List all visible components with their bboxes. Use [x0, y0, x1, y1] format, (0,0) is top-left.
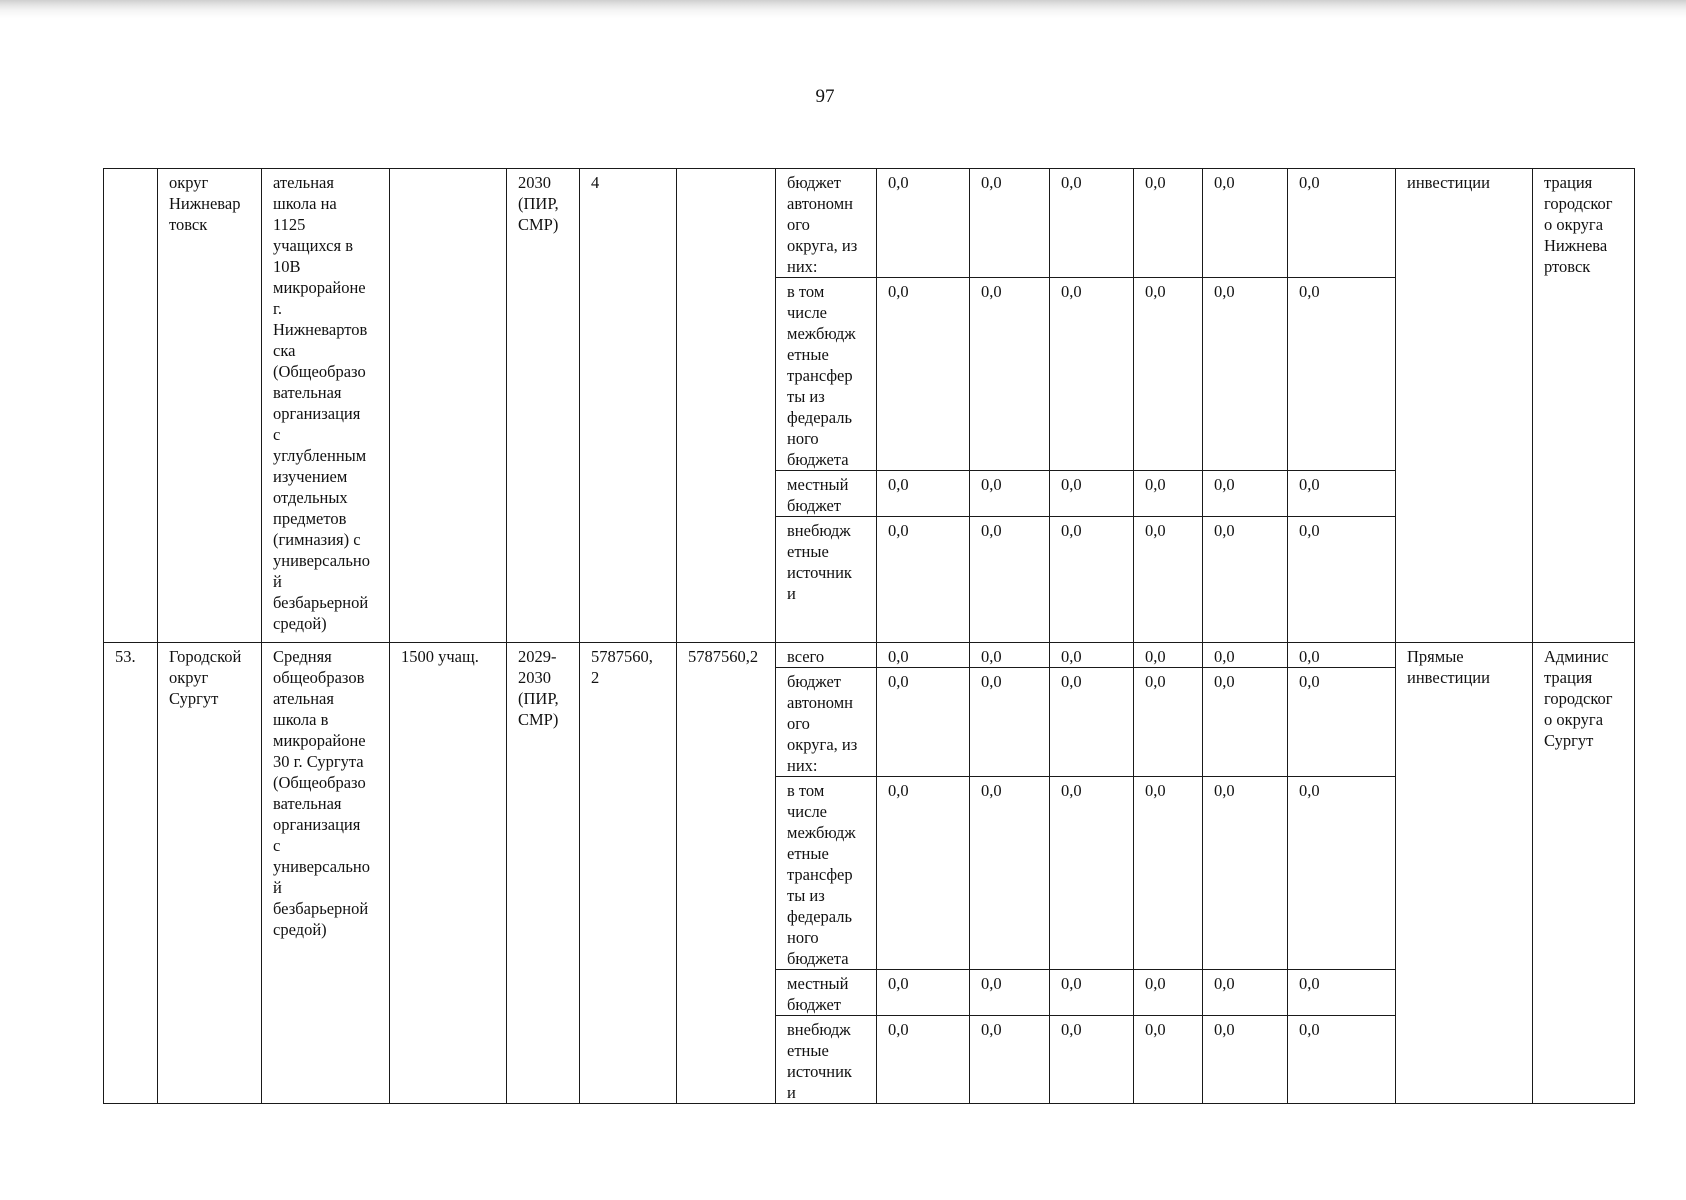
district-cell: округ Нижневар товск	[158, 169, 262, 643]
remaining-cost-cell	[677, 169, 776, 643]
remaining-cost-cell: 5787560,2	[677, 643, 776, 1104]
value-cell: 0,0	[877, 1016, 970, 1104]
value-cell: 0,0	[1288, 169, 1396, 278]
value-cell: 0,0	[1288, 517, 1396, 643]
value-cell: 0,0	[1050, 970, 1134, 1016]
value-cell: 0,0	[970, 970, 1050, 1016]
value-cell: 0,0	[970, 278, 1050, 471]
funding-source-cell: в том числе межбюдж етные трансфер ты из федераль ного бюджета	[776, 777, 877, 970]
value-cell: 0,0	[1203, 668, 1288, 777]
value-cell: 0,0	[1050, 643, 1134, 668]
district-cell: Городской округ Сургут	[158, 643, 262, 1104]
value-cell: 0,0	[1288, 777, 1396, 970]
funding-source-cell: внебюдж етные источник и	[776, 1016, 877, 1104]
capacity-cell: 1500 учащ.	[390, 643, 507, 1104]
page-number: 97	[815, 86, 835, 107]
value-cell: 0,0	[877, 777, 970, 970]
value-cell: 0,0	[877, 471, 970, 517]
value-cell: 0,0	[1050, 1016, 1134, 1104]
table-row	[104, 169, 1635, 278]
value-cell: 0,0	[1134, 643, 1203, 668]
object-name-cell: ательная школа на 1125 учащихся в 10В микрорайоне г. Нижневартов ска (Общеобразо вательная организация с углубленным изучением отдельных предметов (гимназия) с универсально й безбарьерной средой)	[262, 169, 390, 643]
investment-type-cell: инвестиции	[1396, 169, 1533, 643]
funding-source-cell: местный бюджет	[776, 970, 877, 1016]
value-cell: 0,0	[1203, 1016, 1288, 1104]
funding-source-cell: бюджет автономн ого округа, из них:	[776, 169, 877, 278]
value-cell: 0,0	[1203, 278, 1288, 471]
value-cell: 0,0	[1134, 471, 1203, 517]
investment-table	[103, 168, 1635, 1104]
value-cell: 0,0	[970, 471, 1050, 517]
capacity-cell	[390, 169, 507, 643]
value-cell: 0,0	[1134, 169, 1203, 278]
customer-cell: Админис трация городског о округа Сургут	[1533, 643, 1635, 1104]
investment-type-cell: Прямые инвестиции	[1396, 643, 1533, 1104]
value-cell: 0,0	[1134, 970, 1203, 1016]
value-cell: 0,0	[970, 777, 1050, 970]
funding-source-cell: внебюдж етные источник и	[776, 517, 877, 643]
value-cell: 0,0	[1288, 970, 1396, 1016]
value-cell: 0,0	[1288, 1016, 1396, 1104]
value-cell: 0,0	[970, 169, 1050, 278]
total-cost-cell: 4	[580, 169, 677, 643]
value-cell: 0,0	[1050, 668, 1134, 777]
object-name-cell: Средняя общеобразов ательная школа в микрорайоне 30 г. Сургута (Общеобразо вательная организация с универсально й безбарьерной средой)	[262, 643, 390, 1104]
value-cell: 0,0	[877, 643, 970, 668]
funding-source-cell: в том числе межбюдж етные трансфер ты из федераль ного бюджета	[776, 278, 877, 471]
value-cell: 0,0	[1134, 278, 1203, 471]
value-cell: 0,0	[1134, 777, 1203, 970]
funding-source-cell: всего	[776, 643, 877, 668]
value-cell: 0,0	[1203, 517, 1288, 643]
value-cell: 0,0	[1203, 169, 1288, 278]
scan-edge	[0, 0, 1686, 18]
value-cell: 0,0	[1288, 278, 1396, 471]
value-cell: 0,0	[1203, 970, 1288, 1016]
value-cell: 0,0	[1203, 471, 1288, 517]
value-cell: 0,0	[1288, 668, 1396, 777]
table-row	[104, 643, 1635, 668]
funding-source-cell: местный бюджет	[776, 471, 877, 517]
value-cell: 0,0	[877, 668, 970, 777]
value-cell: 0,0	[877, 517, 970, 643]
customer-cell: трация городског о округа Нижнева ртовск	[1533, 169, 1635, 643]
value-cell: 0,0	[1203, 777, 1288, 970]
value-cell: 0,0	[1050, 169, 1134, 278]
value-cell: 0,0	[1288, 471, 1396, 517]
value-cell: 0,0	[1050, 278, 1134, 471]
value-cell: 0,0	[1050, 517, 1134, 643]
value-cell: 0,0	[877, 970, 970, 1016]
row-number-cell	[104, 169, 158, 643]
value-cell: 0,0	[970, 517, 1050, 643]
value-cell: 0,0	[1134, 517, 1203, 643]
value-cell: 0,0	[1050, 777, 1134, 970]
funding-source-cell: бюджет автономн ого округа, из них:	[776, 668, 877, 777]
value-cell: 0,0	[970, 1016, 1050, 1104]
value-cell: 0,0	[1134, 668, 1203, 777]
value-cell: 0,0	[1203, 643, 1288, 668]
total-cost-cell: 5787560, 2	[580, 643, 677, 1104]
value-cell: 0,0	[877, 169, 970, 278]
row-number-cell: 53.	[104, 643, 158, 1104]
period-cell: 2030 (ПИР, СМР)	[507, 169, 580, 643]
period-cell: 2029- 2030 (ПИР, СМР)	[507, 643, 580, 1104]
value-cell: 0,0	[970, 668, 1050, 777]
value-cell: 0,0	[1050, 471, 1134, 517]
value-cell: 0,0	[1134, 1016, 1203, 1104]
value-cell: 0,0	[877, 278, 970, 471]
value-cell: 0,0	[1288, 643, 1396, 668]
value-cell: 0,0	[970, 643, 1050, 668]
